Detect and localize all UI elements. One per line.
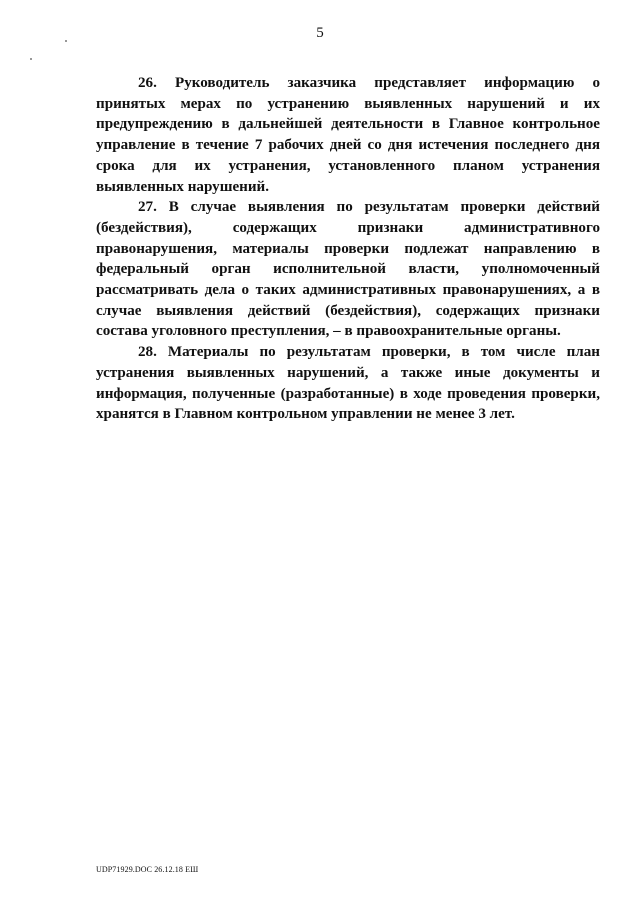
scan-speck [30,58,32,60]
document-body [96,73,600,425]
paragraph-26: 26. Руководитель заказчика представляет информацию о принятых мерах по устранению выявленных нарушений и их предупреждению в дальнейшей деятельности в Главное контрольное управление в течение 7 рабочих дней со дня истечения последнего дня срока для их устранения, установленного планом устранения выявленных нарушений. [96,75,600,195]
footer-file-reference: UDP71929.DOC 26.12.18 ЕШ [96,865,199,874]
paragraph-28: 28. Материалы по результатам проверки, в том числе план устранения выявленных нарушений, а также иные документы и информация, полученные (разработанные) в ходе проведения проверки, хранятся в Главном контрольном управлении не менее 3 лет. [96,344,600,423]
scan-speck [65,40,67,42]
paragraph-27: 27. В случае выявления по результатам проверки действий (бездействия), содержащих признаки административного правонарушения, материалы проверки подлежат направлению в федеральный орган исполнительной власти, уполномоченный рассматривать дела о таких административных правонарушениях, а в случае выявления действий (бездействия), содержащих признаки состава уголовного преступления, – в правоохранительные органы. [96,199,600,340]
page-number: 5 [316,25,324,41]
